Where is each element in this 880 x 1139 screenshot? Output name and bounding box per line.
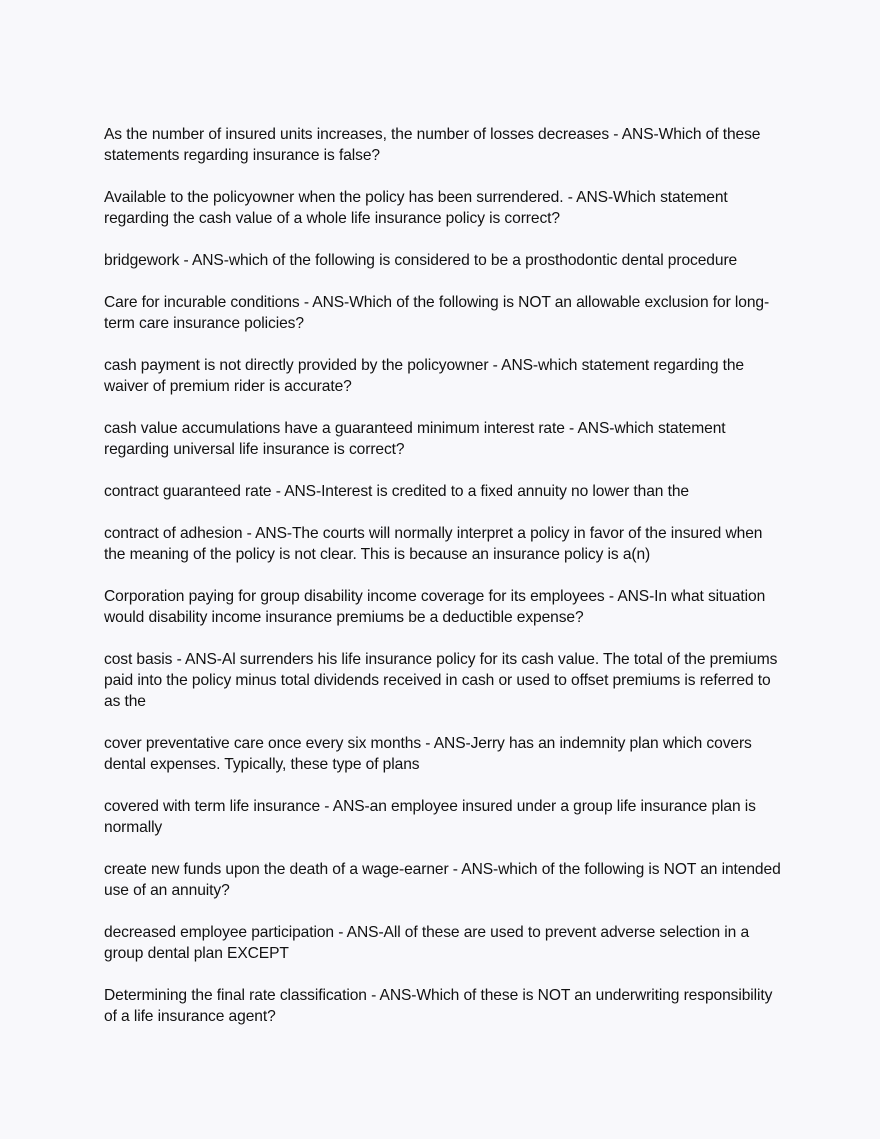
qa-entry: contract of adhesion - ANS-The courts will normally interpret a policy in favor of the insured when the meaning of the policy is not clear. This is because an insurance policy is a(n) [104, 525, 763, 563]
qa-entry: cash payment is not directly provided by the policyowner - ANS-which statement regarding the waiver of premium rider is accurate? [104, 357, 744, 395]
qa-entry: cost basis - ANS-Al surrenders his life insurance policy for its cash value. The total of the premiums paid into the policy minus total dividends received in cash or used to offset premiums is referred to as the [104, 651, 778, 710]
qa-entry: covered with term life insurance - ANS-an employee insured under a group life insurance plan is normally [104, 798, 756, 836]
qa-entry: contract guaranteed rate - ANS-Interest is credited to a fixed annuity no lower than the [104, 483, 689, 500]
document-content [104, 124, 784, 1048]
qa-entry: As the number of insured units increases, the number of losses decreases - ANS-Which of these statements regarding insurance is false? [104, 126, 761, 164]
qa-entry: cash value accumulations have a guaranteed minimum interest rate - ANS-which statement regarding universal life insurance is correct? [104, 420, 726, 458]
qa-entry: cover preventative care once every six months - ANS-Jerry has an indemnity plan which covers dental expenses. Typically, these type of plans [104, 735, 752, 773]
qa-entry: Available to the policyowner when the policy has been surrendered. - ANS-Which statement regarding the cash value of a whole life insurance policy is correct? [104, 189, 728, 227]
qa-entry: bridgework - ANS-which of the following is considered to be a prosthodontic dental procedure [104, 252, 738, 269]
qa-entry: decreased employee participation - ANS-All of these are used to prevent adverse selection in a group dental plan EXCEPT [104, 924, 750, 962]
qa-entry: Determining the final rate classification - ANS-Which of these is NOT an underwriting responsibility of a life insurance agent? [104, 987, 773, 1025]
qa-entry: Care for incurable conditions - ANS-Which of the following is NOT an allowable exclusion for long-term care insurance policies? [104, 294, 770, 332]
qa-entry: Corporation paying for group disability income coverage for its employees - ANS-In what situation would disability income insurance premiums be a deductible expense? [104, 588, 766, 626]
qa-entry: create new funds upon the death of a wage-earner - ANS-which of the following is NOT an intended use of an annuity? [104, 861, 781, 899]
